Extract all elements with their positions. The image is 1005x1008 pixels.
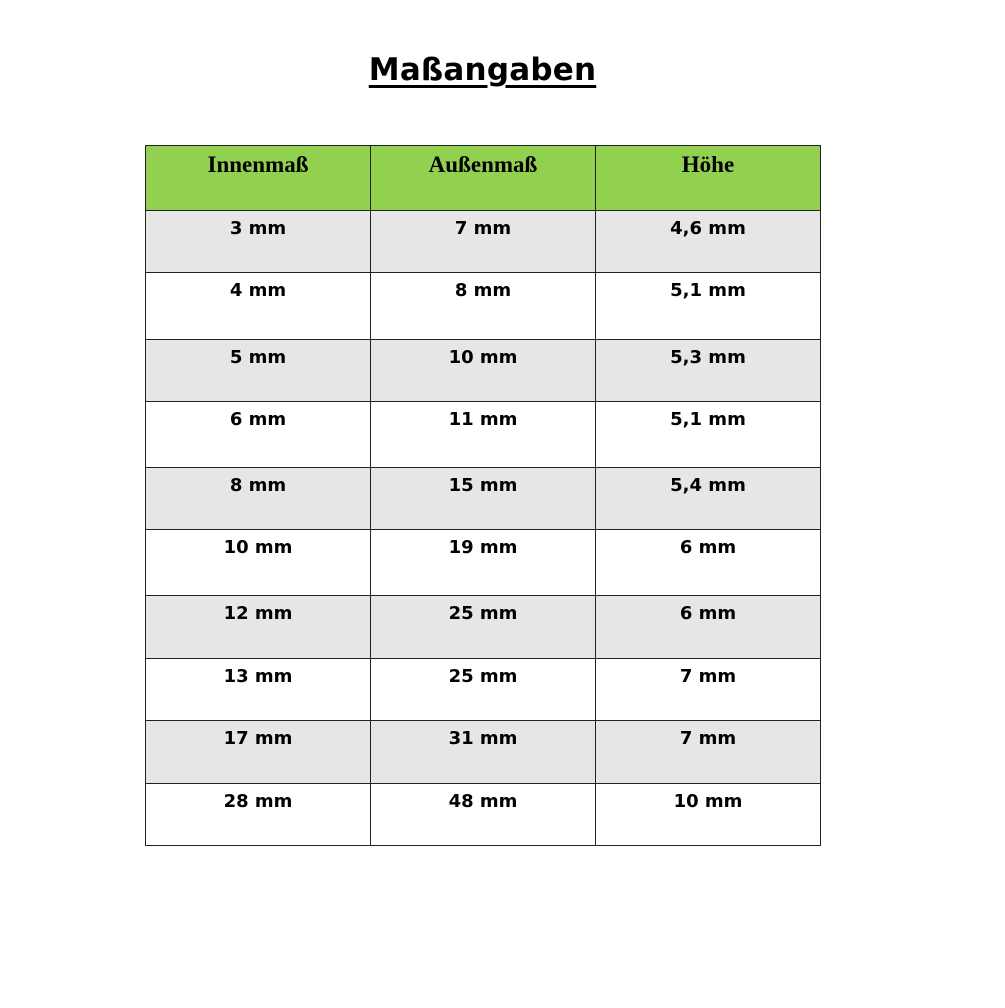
cell-hoehe: 6 mm: [596, 530, 821, 596]
cell-innenmass: 10 mm: [146, 530, 371, 596]
cell-hoehe: 5,4 mm: [596, 468, 821, 530]
cell-innenmass: 28 mm: [146, 784, 371, 846]
cell-innenmass: 4 mm: [146, 273, 371, 340]
cell-hoehe: 5,1 mm: [596, 273, 821, 340]
page-title-text: Maßangaben: [368, 52, 597, 88]
cell-innenmass: 3 mm: [146, 211, 371, 273]
header-innenmass: Innenmaß: [146, 146, 371, 211]
cell-aussenmass: 31 mm: [371, 721, 596, 784]
page-title: [0, 52, 965, 88]
cell-innenmass: 17 mm: [146, 721, 371, 784]
table-header-row: [146, 146, 821, 211]
cell-aussenmass: 8 mm: [371, 273, 596, 340]
table-row: [146, 784, 821, 846]
cell-hoehe: 5,1 mm: [596, 402, 821, 468]
table-row: [146, 721, 821, 784]
cell-hoehe: 5,3 mm: [596, 340, 821, 402]
dimensions-table: [145, 145, 821, 846]
table-row: [146, 211, 821, 273]
cell-aussenmass: 11 mm: [371, 402, 596, 468]
cell-aussenmass: 19 mm: [371, 530, 596, 596]
cell-aussenmass: 10 mm: [371, 340, 596, 402]
cell-hoehe: 6 mm: [596, 596, 821, 659]
cell-aussenmass: 15 mm: [371, 468, 596, 530]
table-row: [146, 273, 821, 340]
cell-aussenmass: 25 mm: [371, 596, 596, 659]
cell-hoehe: 4,6 mm: [596, 211, 821, 273]
header-hoehe: Höhe: [596, 146, 821, 211]
cell-hoehe: 7 mm: [596, 659, 821, 721]
table-row: [146, 468, 821, 530]
table-row: [146, 402, 821, 468]
cell-innenmass: 13 mm: [146, 659, 371, 721]
table-row: [146, 659, 821, 721]
cell-hoehe: 7 mm: [596, 721, 821, 784]
header-aussenmass: Außenmaß: [371, 146, 596, 211]
cell-aussenmass: 48 mm: [371, 784, 596, 846]
cell-innenmass: 8 mm: [146, 468, 371, 530]
cell-aussenmass: 7 mm: [371, 211, 596, 273]
cell-innenmass: 6 mm: [146, 402, 371, 468]
cell-innenmass: 12 mm: [146, 596, 371, 659]
cell-innenmass: 5 mm: [146, 340, 371, 402]
cell-hoehe: 10 mm: [596, 784, 821, 846]
cell-aussenmass: 25 mm: [371, 659, 596, 721]
table-row: [146, 596, 821, 659]
table-row: [146, 340, 821, 402]
table-row: [146, 530, 821, 596]
